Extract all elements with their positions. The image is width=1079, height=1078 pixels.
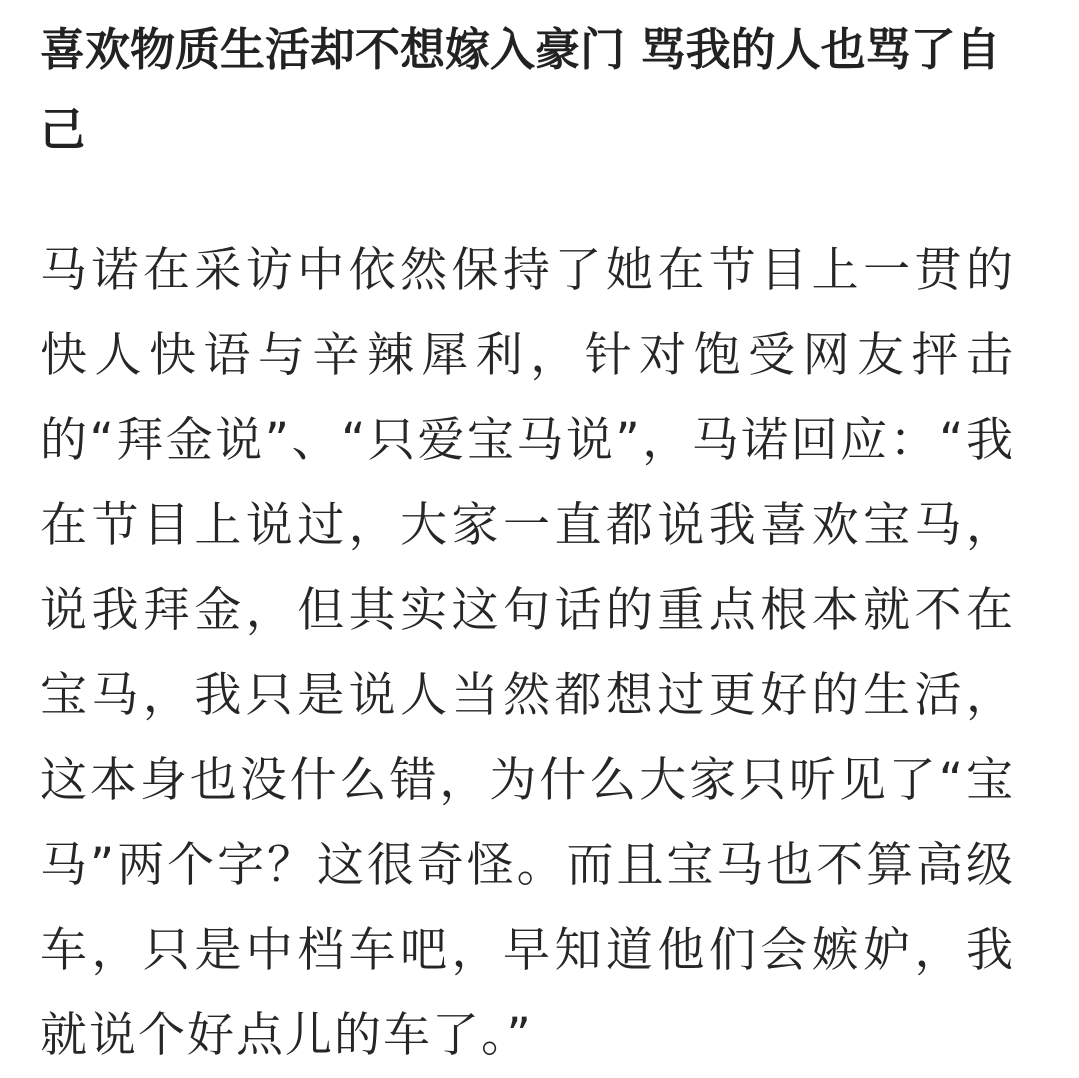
article-body-paragraph: 马诺在采访中依然保持了她在节目上一贯的快人快语与辛辣犀利，针对饱受网友抨击的“拜金说”、“只爱宝马说”，马诺回应：“我在节目上说过，大家一直都说我喜欢宝马，说我拜金，但其实这句话的重点根本就不在宝马，我只是说人当然都想过更好的生活，这本身也没什么错，为什么大家只听见了“宝马”两个字？这很奇怪。而且宝马也不算高级车，只是中档车吧，早知道他们会嫉妒，我就说个好点儿的车了。”: [40, 243, 1015, 1063]
article: [40, 0, 1015, 1078]
article-headline: 喜欢物质生活却不想嫁入豪门 骂我的人也骂了自己: [40, 23, 1001, 156]
